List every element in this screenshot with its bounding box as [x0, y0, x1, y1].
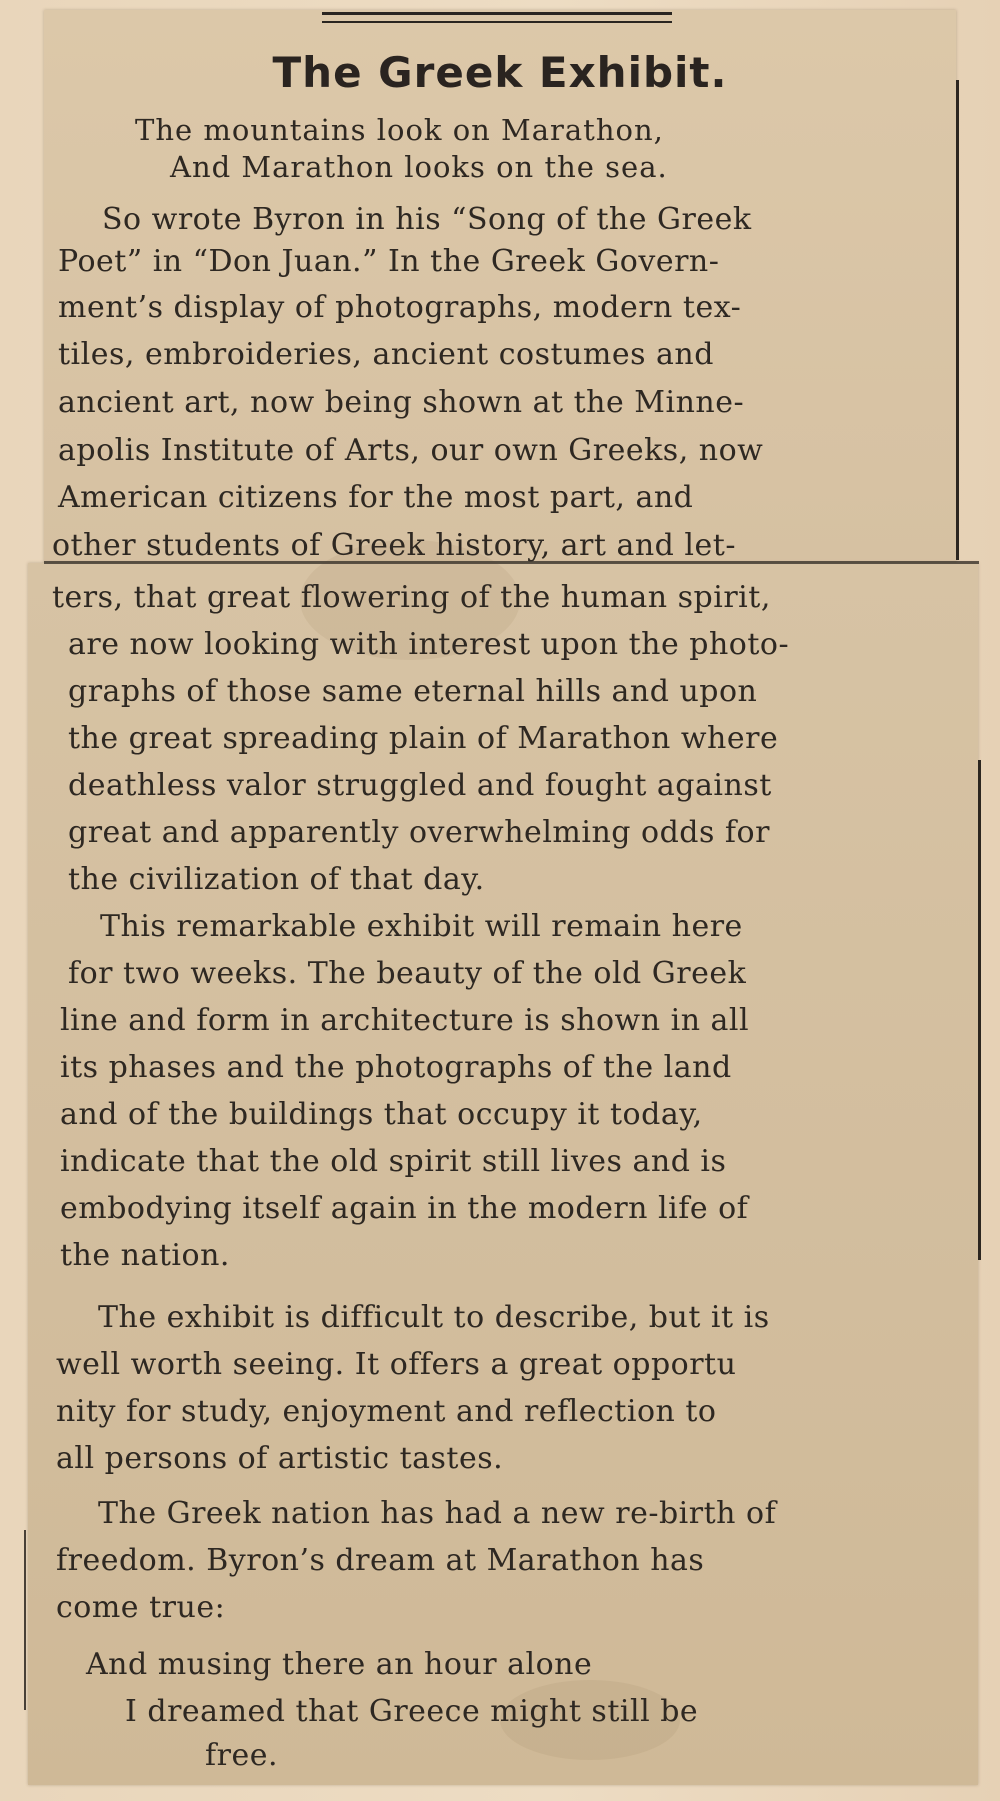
text-line: indicate that the old spirit still lives and is: [60, 1144, 727, 1179]
text-line: nity for study, enjoyment and reflection to: [56, 1394, 717, 1429]
text-line: embodying itself again in the modern life of: [60, 1191, 749, 1226]
text-line: The Greek nation has had a new re-birth of: [98, 1496, 777, 1531]
text-line: ment’s display of photographs, modern tex-: [58, 290, 742, 325]
column-rule-right: [956, 80, 959, 560]
text-line: the great spreading plain of Marathon where: [68, 721, 779, 756]
poem-line: The mountains look on Marathon,: [135, 113, 664, 147]
article-title: The Greek Exhibit.: [272, 48, 728, 97]
poem-line: And musing there an hour alone: [86, 1647, 593, 1682]
text-line: deathless valor struggled and fought against: [68, 768, 772, 803]
column-rule-left: [24, 1530, 26, 1710]
text-line: freedom. Byron’s dream at Marathon has: [56, 1543, 705, 1578]
text-line: tiles, embroideries, ancient costumes and: [58, 337, 714, 372]
text-line: its phases and the photographs of the land: [60, 1050, 732, 1085]
text-line: The exhibit is difficult to describe, but it is: [98, 1300, 770, 1335]
poem-line: I dreamed that Greece might still be: [125, 1694, 699, 1729]
text-line: well worth seeing. It offers a great opportu: [56, 1347, 737, 1382]
text-line: and of the buildings that occupy it today,: [60, 1097, 703, 1132]
poem-line: free.: [205, 1738, 278, 1773]
text-line: all persons of artistic tastes.: [56, 1441, 504, 1476]
text-line: graphs of those same eternal hills and upon: [68, 674, 758, 709]
text-line: other students of Greek history, art and let-: [52, 528, 736, 563]
text-line: American citizens for the most part, and: [58, 480, 694, 515]
text-line: great and apparently overwhelming odds for: [68, 815, 770, 850]
text-line: for two weeks. The beauty of the old Greek: [68, 956, 747, 991]
header-rule: [322, 12, 672, 23]
column-rule-right-lower: [978, 760, 981, 1260]
text-line: ancient art, now being shown at the Minne-: [58, 385, 745, 420]
text-line: are now looking with interest upon the photo-: [68, 627, 790, 662]
text-line: This remarkable exhibit will remain here: [100, 909, 743, 944]
text-line: come true:: [56, 1590, 226, 1625]
text-line: ters, that great flowering of the human spirit,: [52, 580, 771, 615]
text-line: apolis Institute of Arts, our own Greeks, now: [58, 433, 764, 468]
text-line: the nation.: [60, 1238, 230, 1273]
text-line: So wrote Byron in his “Song of the Greek: [102, 202, 752, 237]
poem-line: And Marathon looks on the sea.: [170, 150, 668, 184]
text-line: Poet” in “Don Juan.” In the Greek Govern-: [58, 244, 720, 279]
text-line: the civilization of that day.: [68, 862, 485, 897]
text-line: line and form in architecture is shown in all: [60, 1003, 750, 1038]
